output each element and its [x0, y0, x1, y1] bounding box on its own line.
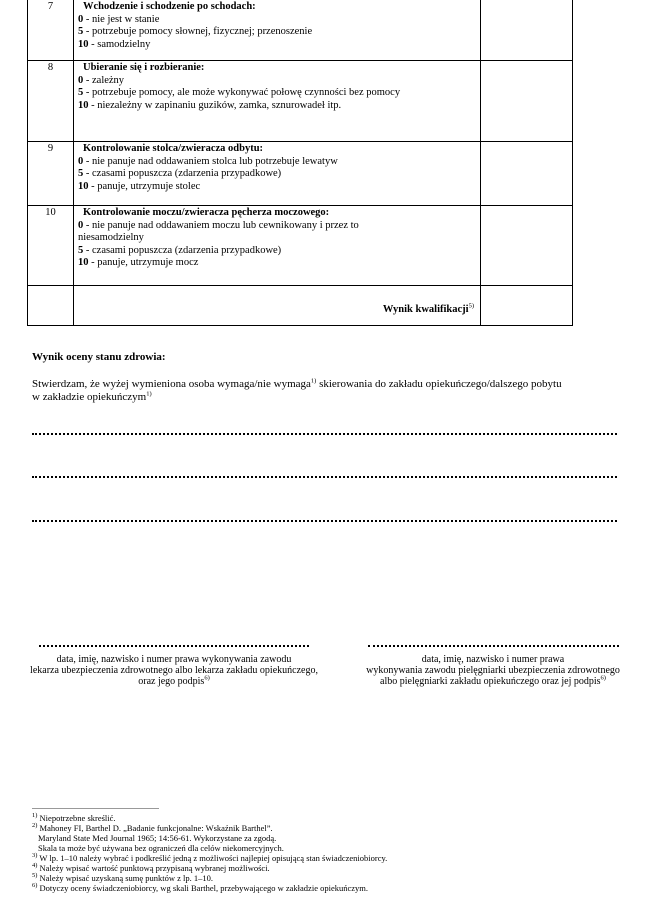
row-number: 9: [28, 142, 74, 206]
footnote-continuation: Maryland State Med Journal 1965; 14:56-61. Wykorzystane za zgodą.: [38, 833, 277, 843]
table-row: [28, 0, 573, 61]
option-line: 5 - czasami popuszcza (zdarzenia przypadkowe): [78, 244, 282, 256]
option-line: 10 - niezależny w zapinaniu guzików, zamka, sznurowadeł itp.: [78, 99, 342, 111]
row-number: 10: [28, 206, 74, 286]
table-row: [28, 142, 573, 206]
row-title: Ubieranie się i rozbieranie:: [83, 62, 205, 73]
option-line: 10 - samodzielny: [78, 38, 151, 50]
score-field[interactable]: [481, 206, 573, 286]
option-line: 5 - potrzebuje pomocy, ale może wykonywać połowę czynności bez pomocy: [78, 87, 401, 98]
doctor-signature-caption: data, imię, nazwisko i numer prawa wykonywania zawodu lekarza ubezpieczenia zdrowotnego albo lekarza zakładu opiekuńczego, oraz jego podpis$^{6)}$: [30, 654, 318, 687]
footnote: $^{5)}$ Należy wpisać uzyskaną sumę punktów z lp. 1–10.: [32, 872, 214, 883]
footnote: $^{2)}$ Mahoney FI, Barthel D. „Badanie funkcjonalne: Wskaźnik Barthel”.: [32, 822, 273, 833]
row-title: Wchodzenie i schodzenie po schodach:: [83, 1, 256, 12]
assessment-statement: Stwierdzam, że wyżej wymieniona osoba wymaga/nie wymaga$^{1)}$ skierowania do zakładu opiekuńczego/dalszego pobytu w zakładzie opiekuńczym$^{1)}$: [32, 377, 562, 403]
row-description: [74, 0, 481, 61]
option-line: 0 - nie jest w stanie: [78, 13, 160, 25]
option-line: 10 - panuje, utrzymuje mocz: [78, 257, 199, 268]
footnote-divider: [32, 808, 159, 809]
table-row: [28, 61, 573, 142]
row-description: [74, 142, 481, 206]
wynik-score-field[interactable]: [481, 286, 573, 326]
option-line: 0 - nie panuje nad oddawaniem stolca lub potrzebuje lewatyw: [78, 155, 338, 167]
nurse-signature-caption: data, imię, nazwisko i numer prawa wykonywania zawodu pielęgniarki ubezpieczenia zdrowotnego albo pielęgniarki zakładu opiekuńczego oraz jej podpis$^{6)}$: [366, 654, 620, 687]
footnote: $^{3)}$ W lp. 1–10 należy wybrać i podkreślić jedną z możliwości najlepiej opisującą stan świadczeniobiorcy.: [32, 852, 388, 863]
row-title: Kontrolowanie stolca/zwieracza odbytu:: [83, 143, 264, 154]
row-number: 7: [28, 0, 74, 61]
wynik-label: Wynik kwalifikacji$^{5)}$: [74, 286, 481, 326]
barthel-table: [27, 0, 573, 326]
row-title: Kontrolowanie moczu/zwieracza pęcherza moczowego:: [83, 207, 330, 218]
option-line: 0 - zależny: [78, 74, 125, 86]
doctor-signature-line[interactable]: [39, 645, 309, 647]
score-field[interactable]: [481, 142, 573, 206]
option-line: 5 - potrzebuje pomocy słownej, fizycznej; przenoszenie: [78, 26, 313, 37]
footnote-continuation: Skala ta może być używana bez ograniczeń dla celów niekomercyjnych.: [38, 843, 284, 853]
footnote: $^{1)}$ Niepotrzebne skreślić.: [32, 812, 116, 823]
row-description: [74, 61, 481, 142]
fill-line[interactable]: [32, 520, 617, 522]
table-row: [28, 286, 573, 326]
footnotes: [32, 813, 632, 893]
option-line: 10 - panuje, utrzymuje stolec: [78, 180, 201, 192]
fill-line[interactable]: [32, 476, 617, 478]
empty-cell: [28, 286, 74, 326]
score-field[interactable]: [481, 0, 573, 61]
score-field[interactable]: [481, 61, 573, 142]
option-line: 5 - czasami popuszcza (zdarzenia przypadkowe): [78, 168, 282, 179]
assessment-heading: Wynik oceny stanu zdrowia:: [32, 351, 166, 363]
fill-line[interactable]: [32, 433, 617, 435]
row-number: 8: [28, 61, 74, 142]
nurse-signature-line[interactable]: [368, 645, 619, 647]
footnote: $^{6)}$ Dotyczy oceny świadczeniobiorcy, wg skali Barthel, przebywającego w zakładzie opiekuńczym.: [32, 882, 369, 893]
option-line: 0 - nie panuje nad oddawaniem moczu lub cewnikowany i przez to niesamodzielny: [78, 219, 359, 243]
footnote: $^{4)}$ Należy wpisać wartość punktową przypisaną wybranej możliwości.: [32, 862, 270, 873]
row-description: [74, 206, 481, 286]
table-row: [28, 206, 573, 286]
